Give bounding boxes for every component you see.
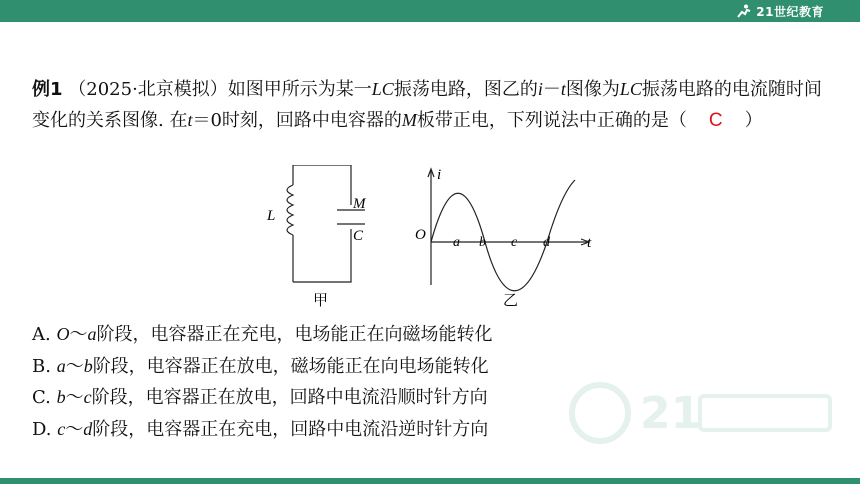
axis-i-label: i <box>437 167 442 183</box>
question-text: 例1 （2025·北京模拟）如图甲所示为某一LC振荡电路，图乙的i－t图像为LC振荡电路的电流随时间变化的关系图像. 在t＝0时刻，回路中电容器的M板带正电，下列说法中正确的是（ C ） <box>32 79 822 131</box>
option-a: A. O～a阶段，电容器正在充电，电场能正在向磁场能转化 <box>32 324 493 345</box>
caption-right: 乙 <box>503 291 519 309</box>
caption-left: 甲 <box>313 291 329 309</box>
svg-text:21: 21 <box>640 388 702 439</box>
option-b: B. a～b阶段，电容器正在放电，磁场能正在向电场能转化 <box>32 355 489 377</box>
answer-options <box>32 319 492 445</box>
question-source: （2025·北京模拟） <box>68 79 228 100</box>
point-a: a <box>453 235 460 250</box>
answer-choice: C <box>708 110 723 131</box>
runner-icon <box>736 4 752 18</box>
brand-logo <box>736 2 824 20</box>
brand-text: 21世纪教育 <box>756 4 824 19</box>
brand-watermark <box>560 378 850 458</box>
inductor-label: L <box>267 208 276 224</box>
capacitor-label: C <box>353 228 364 244</box>
plate-m-label: M <box>353 196 366 212</box>
point-b: b <box>479 235 486 250</box>
lc-circuit-diagram <box>255 165 615 315</box>
question-number: 例1 <box>32 79 63 100</box>
option-d: D. c～d阶段，电容器正在充电，回路中电流沿逆时针方向 <box>32 418 489 440</box>
top-banner <box>0 0 860 22</box>
origin-label: O <box>415 227 426 243</box>
option-c: C. b～c阶段，电容器正在放电，回路中电流沿顺时针方向 <box>32 387 488 408</box>
point-c: c <box>511 235 518 250</box>
bottom-banner <box>0 478 860 484</box>
figure <box>255 165 615 319</box>
axis-t-label: t <box>587 235 592 251</box>
point-d: d <box>543 235 550 250</box>
